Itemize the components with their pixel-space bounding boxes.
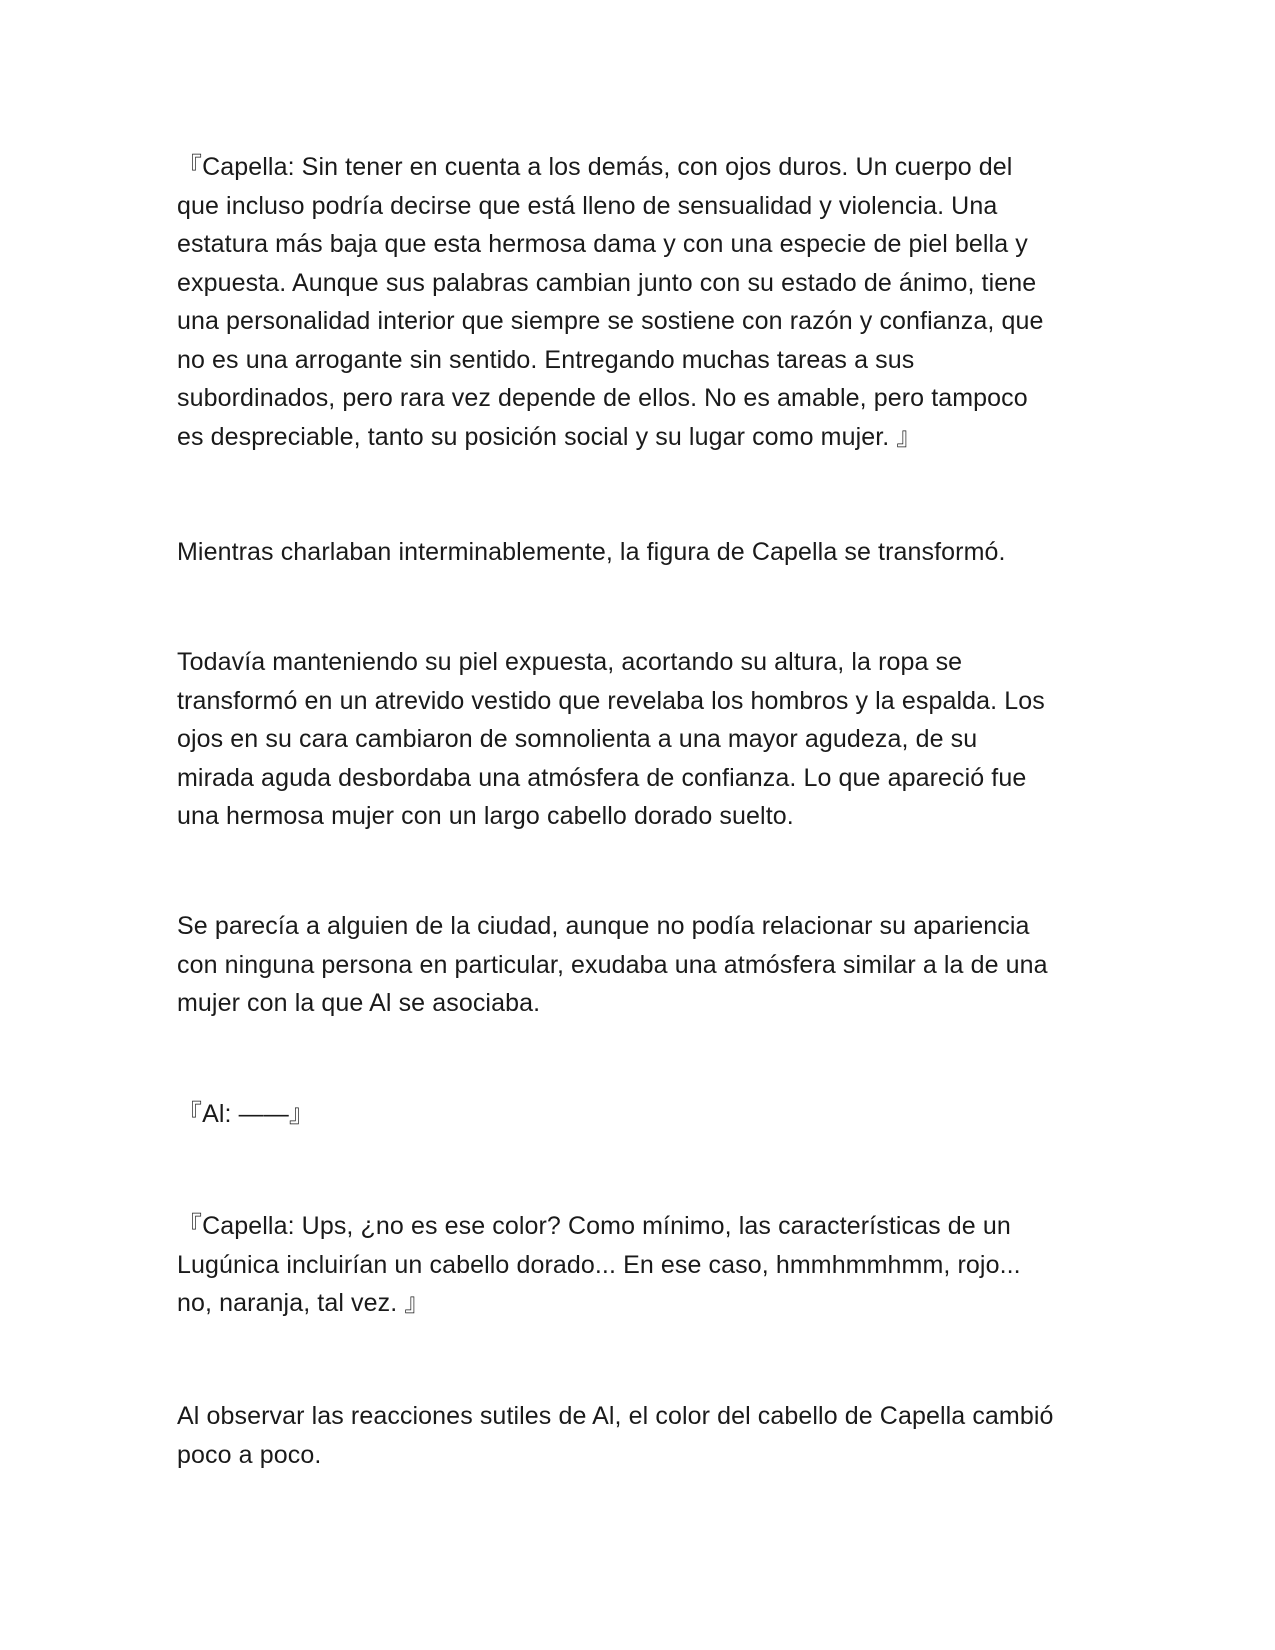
text-line: una hermosa mujer con un largo cabello dorado suelto. xyxy=(177,802,794,830)
text-line: que incluso podría decirse que está lleno de sensualidad y violencia. Una xyxy=(177,191,998,220)
text-line: mujer con la que Al se asociaba. xyxy=(177,989,541,1017)
text-line: poco a poco. xyxy=(177,1440,322,1469)
text-line: Se parecía a alguien de la ciudad, aunque no podía relacionar su apariencia xyxy=(177,912,1030,940)
text-line: no, naranja, tal vez. 』 xyxy=(177,1289,430,1317)
text-line: mirada aguda desbordaba una atmósfera de confianza. Lo que apareció fue xyxy=(177,763,1027,792)
text-line: 『Capella: Ups, ¿no es ese color? Como mínimo, las características de un xyxy=(177,1212,1011,1240)
paragraph-hair-color-change xyxy=(177,1397,1107,1474)
text-line: Todavía manteniendo su piel expuesta, acortando su altura, la ropa se xyxy=(177,648,963,676)
text-line: ojos en su cara cambiaron de somnolienta a una mayor agudeza, de su xyxy=(177,725,978,753)
text-line: Lugúnica incluirían un cabello dorado... En ese caso, hmmhmmhmm, rojo... xyxy=(177,1250,1021,1279)
paragraph-capella-description xyxy=(177,148,1107,456)
text-line: Al observar las reacciones sutiles de Al, el color del cabello de Capella cambió xyxy=(177,1402,1054,1430)
text-line: expuesta. Aunque sus palabras cambian junto con su estado de ánimo, tiene xyxy=(177,268,1037,297)
text-line: Mientras charlaban interminablemente, la figura de Capella se transformó. xyxy=(177,538,1006,566)
text-line: una personalidad interior que siempre se sostiene con razón y confianza, que xyxy=(177,307,1044,335)
text-line: subordinados, pero rara vez depende de ellos. No es amable, pero tampoco xyxy=(177,384,1028,412)
text-line: con ninguna persona en particular, exudaba una atmósfera similar a la de una xyxy=(177,950,1048,979)
paragraph-new-appearance xyxy=(177,643,1107,836)
paragraph-transformation xyxy=(177,533,1107,572)
text-line: 『Capella: Sin tener en cuenta a los demás, con ojos duros. Un cuerpo del xyxy=(177,153,1013,181)
text-line: estatura más baja que esta hermosa dama y con una especie de piel bella y xyxy=(177,230,1028,258)
text-line: 『Al: ——』 xyxy=(177,1100,314,1128)
paragraph-al-dialogue xyxy=(177,1095,1107,1134)
paragraph-capella-dialogue xyxy=(177,1207,1107,1323)
text-line: transformó en un atrevido vestido que revelaba los hombros y la espalda. Los xyxy=(177,686,1045,715)
paragraph-resemblance xyxy=(177,907,1107,1023)
text-line: es despreciable, tanto su posición social y su lugar como mujer. 』 xyxy=(177,422,922,451)
text-line: no es una arrogante sin sentido. Entregando muchas tareas a sus xyxy=(177,345,915,374)
